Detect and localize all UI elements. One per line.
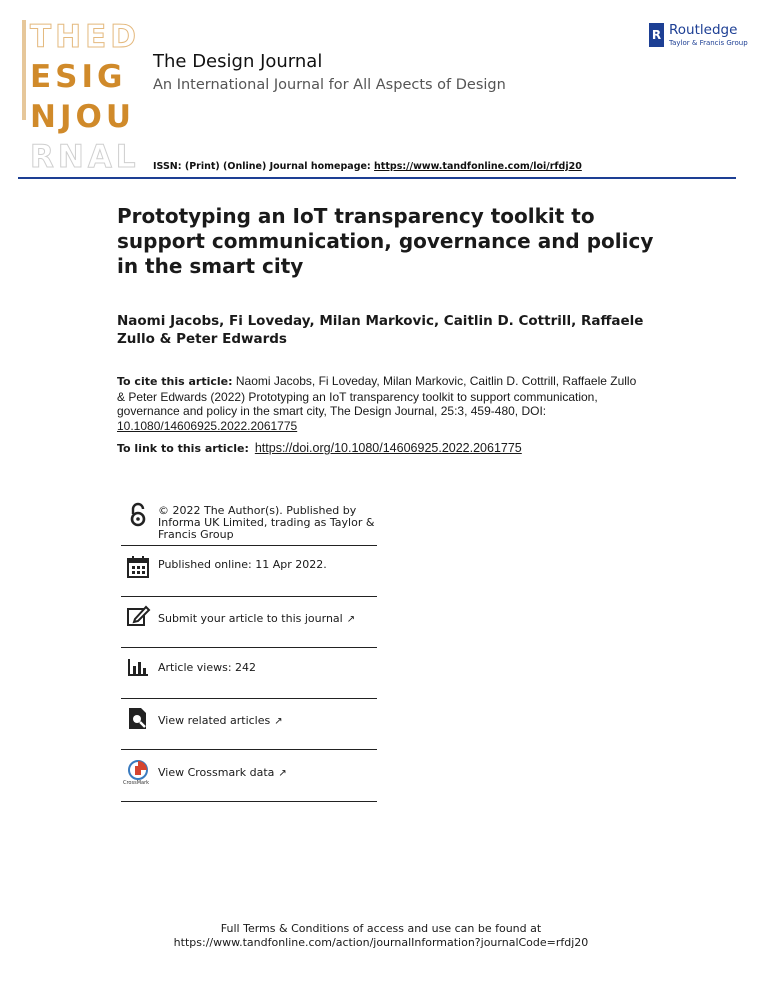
- cover-row-4: RNAL: [30, 139, 140, 175]
- publisher-name: Routledge: [669, 22, 738, 38]
- journal-cover-logo: [30, 20, 140, 180]
- footer-terms: Full Terms & Conditions of access and use can be found at: [220, 922, 542, 935]
- article-authors: Naomi Jacobs, Fi Loveday, Milan Markovic, Caitlin D. Cottrill, Raffaele Zullo & Peter Edwards: [117, 313, 644, 347]
- cover-row-1: THED: [30, 19, 140, 55]
- external-link-icon: ↗: [274, 716, 283, 727]
- external-link-icon: ↗: [278, 768, 287, 779]
- crossmark-icon-label: CrossMark: [123, 780, 150, 786]
- issn-label: ISSN: (Print) (Online) Journal homepage:: [153, 161, 375, 172]
- crossmark-link[interactable]: View Crossmark data ↗: [158, 766, 287, 779]
- published-row: [121, 552, 377, 592]
- related-row[interactable]: [121, 705, 377, 745]
- crossmark-row[interactable]: [121, 756, 377, 796]
- cite-text: Naomi Jacobs, Fi Loveday, Milan Markovic, Caitlin D. Cottrill, Raffaele Zullo & Peter Edwards (2022) Prototyping an IoT transparency toolkit to support communication, governance and policy in the smart city, The Design Journal, 25:3, 459-480, DOI:: [117, 374, 637, 418]
- open-access-icon: [125, 502, 151, 528]
- divider: [121, 749, 377, 750]
- article-doi-link[interactable]: https://doi.org/10.1080/14606925.2022.2061775: [254, 441, 522, 455]
- link-label: To link to this article:: [117, 442, 249, 455]
- cite-label: To cite this article:: [117, 375, 233, 388]
- divider: [121, 647, 377, 648]
- citation-block: [117, 374, 647, 433]
- divider: [121, 545, 377, 546]
- published-date: Published online: 11 Apr 2022.: [158, 558, 327, 571]
- divider: [121, 801, 377, 802]
- cite-doi-link[interactable]: 10.1080/14606925.2022.2061775: [117, 418, 298, 433]
- calendar-icon: [125, 554, 151, 580]
- divider: [121, 698, 377, 699]
- journal-homepage-link[interactable]: https://www.tandfonline.com/loi/rfdj20: [374, 161, 582, 172]
- license-row: [121, 502, 377, 542]
- views-row: [121, 654, 377, 694]
- footer-terms-link[interactable]: https://www.tandfonline.com/action/journalInformation?journalCode=rfdj20: [173, 936, 589, 949]
- cover-spine: [22, 20, 26, 120]
- article-link-line: [117, 441, 522, 455]
- submit-row[interactable]: [121, 603, 377, 643]
- external-link-icon: ↗: [346, 614, 356, 625]
- issn-line: [153, 161, 582, 172]
- article-views: Article views: 242: [158, 661, 257, 674]
- header-divider: [18, 177, 736, 179]
- publisher-tagline: Taylor & Francis Group: [669, 39, 748, 47]
- journal-subtitle: An International Journal for All Aspects of Design: [153, 77, 506, 93]
- footer: [0, 922, 762, 950]
- article-title: Prototyping an IoT transparency toolkit to support communication, governance and policy in the smart city: [117, 204, 654, 278]
- divider: [121, 596, 377, 597]
- cover-row-3: NJOU: [30, 99, 136, 135]
- document-search-icon: [125, 706, 151, 732]
- license-text: © 2022 The Author(s). Published by Informa UK Limited, trading as Taylor & Francis Group: [158, 504, 375, 541]
- journal-title[interactable]: The Design Journal: [153, 51, 323, 72]
- bar-chart-icon: [125, 655, 151, 681]
- cover-row-2: ESIG: [30, 59, 127, 95]
- submit-link[interactable]: Submit your article to this journal ↗: [158, 612, 356, 625]
- related-articles-link[interactable]: View related articles ↗: [158, 714, 283, 727]
- routledge-mark-icon: R: [649, 23, 664, 47]
- edit-icon: [125, 603, 151, 629]
